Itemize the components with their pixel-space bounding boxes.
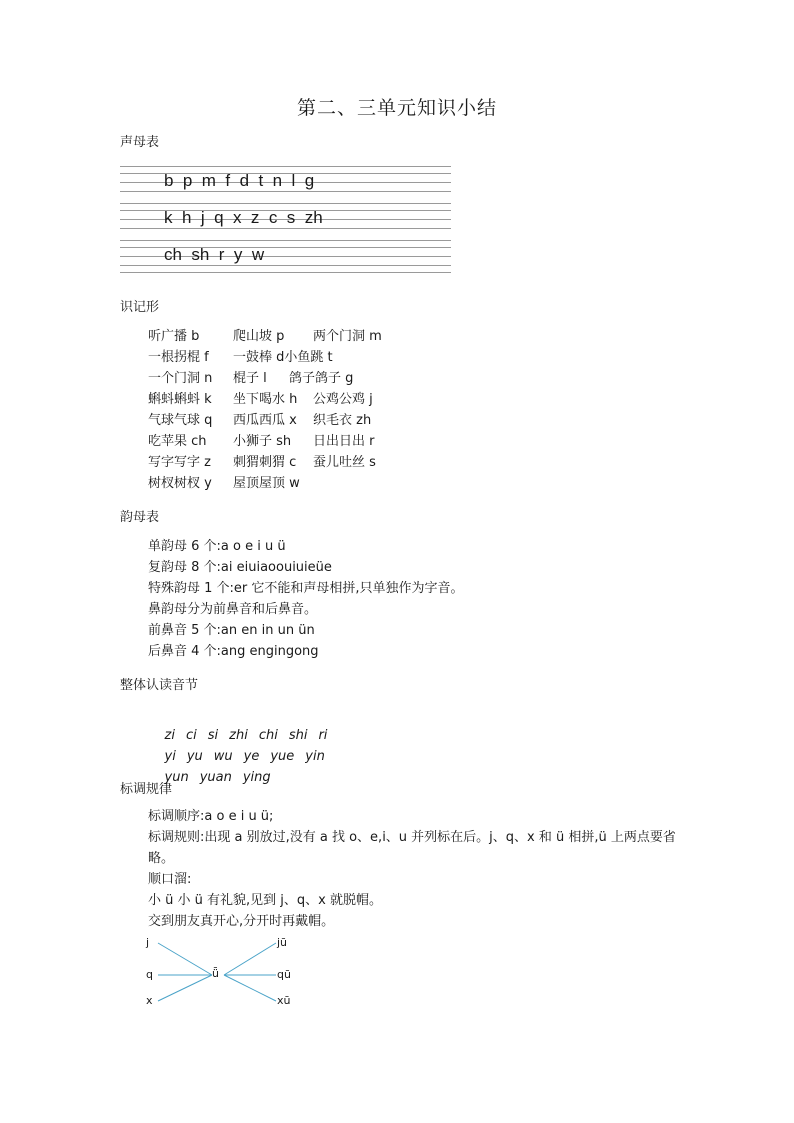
initials-row: ch sh r y w xyxy=(164,245,265,264)
syllable: yi xyxy=(164,749,176,764)
connector-lines xyxy=(140,935,320,1015)
diagram-syllable: qū xyxy=(277,968,291,981)
syllable: zhi xyxy=(229,728,248,743)
initials-row: k h j q x z c s zh xyxy=(164,208,323,227)
mnemonic-text: 织毛衣 zh xyxy=(313,413,372,428)
list-item: 单韵母 6 个:a o e i u ü xyxy=(148,539,286,554)
list-item xyxy=(148,347,382,368)
mnemonic-text: 小狮子 sh xyxy=(233,434,292,449)
diagram-syllable: jū xyxy=(277,936,288,949)
mnemonic-text: 蝌蚪蝌蚪 k xyxy=(148,392,212,407)
mnemonic-text: 蚕儿吐丝 s xyxy=(313,455,376,470)
mnemonic-text: 西瓜西瓜 x xyxy=(233,413,297,428)
rhyme-heading: 顺口溜: xyxy=(148,872,192,887)
page-title: 第二、三单元知识小结 xyxy=(296,97,497,119)
diagram-initial: x xyxy=(146,994,153,1007)
mnemonic-text: 写字写字 z xyxy=(148,455,211,470)
list-item xyxy=(148,326,382,347)
syllable: yu xyxy=(186,749,203,764)
syllable: shi xyxy=(288,728,308,743)
syllable: zi xyxy=(164,728,175,743)
list-item xyxy=(148,389,382,410)
mnemonic-text: 日出日出 r xyxy=(313,434,375,449)
list-item: 复韵母 8 个:ai eiuiaoouiuieüe xyxy=(148,560,332,575)
syllable: yin xyxy=(305,749,325,764)
syllable: ye xyxy=(243,749,260,764)
diagram-initial: q xyxy=(146,968,153,981)
list-item xyxy=(148,410,382,431)
mnemonic-text: 坐下喝水 h xyxy=(233,392,298,407)
list-item xyxy=(148,368,382,389)
syllable: yuan xyxy=(199,770,232,785)
mnemonic-text: 听广播 b xyxy=(148,329,200,344)
mnemonic-text: 鸽子鸽子 g xyxy=(289,371,354,386)
syllable: yun xyxy=(164,770,189,785)
mnemonic-text: 屋顶屋顶 w xyxy=(233,476,300,491)
mnemonic-text: 一根拐棍 f xyxy=(148,350,209,365)
mnemonic-text: 一个门洞 n xyxy=(148,371,213,386)
list-item: 鼻韵母分为前鼻音和后鼻音。 xyxy=(148,602,318,617)
syllable: si xyxy=(207,728,219,743)
tone-rule: 标调规则:出现 a 别放过,没有 a 找 o、e,i、u 并列标在后。j、q、x 和 ü 相拼,ü 上两点要省略。 xyxy=(148,830,676,866)
mnemonic-text: 树杈树杈 y xyxy=(148,476,212,491)
mnemonic-text: 公鸡公鸡 j xyxy=(313,392,373,407)
diagram-syllable: xū xyxy=(277,994,291,1007)
list-item: 后鼻音 4 个:ang engingong xyxy=(148,644,319,659)
finals-list xyxy=(148,536,464,662)
tone-rules-heading: 标调规律 xyxy=(120,782,173,797)
initials-table xyxy=(120,166,451,276)
syllable: ri xyxy=(318,728,328,743)
mnemonic-text: 两个门洞 m xyxy=(313,329,382,344)
mnemonic-text: 一鼓棒 d小鱼跳 t xyxy=(233,350,333,365)
list-item: 前鼻音 5 个:an en in un ün xyxy=(148,623,315,638)
rhyme-line: 小 ü 小 ü 有礼貌,见到 j、q、x 就脱帽。 xyxy=(148,893,382,908)
mnemonics-heading: 识记形 xyxy=(120,300,160,315)
mnemonic-text: 吃苹果 ch xyxy=(148,434,207,449)
rhyme-line: 交到朋友真开心,分开时再戴帽。 xyxy=(148,914,335,929)
whole-syllables-list xyxy=(148,704,338,785)
mnemonic-text: 爬山坡 p xyxy=(233,329,285,344)
mnemonics-list xyxy=(148,326,382,494)
list-item xyxy=(148,452,382,473)
mnemonic-text: 棍子 l xyxy=(233,371,267,386)
syllable: yue xyxy=(270,749,295,764)
syllable: chi xyxy=(258,728,278,743)
list-item: 特殊韵母 1 个:er 它不能和声母相拼,只单独作为字音。 xyxy=(148,581,464,596)
mnemonic-text: 刺猬刺猬 c xyxy=(233,455,297,470)
diagram-initial: j xyxy=(146,936,150,949)
tone-diagram xyxy=(140,935,320,1015)
syllable: ying xyxy=(242,770,271,785)
whole-syllables-heading: 整体认读音节 xyxy=(120,678,199,693)
tone-order: 标调顺序:a o e i u ü; xyxy=(148,809,274,824)
initials-row: b p m f d t n l g xyxy=(164,171,315,190)
mnemonic-text: 气球气球 q xyxy=(148,413,213,428)
finals-heading: 韵母表 xyxy=(120,510,160,525)
tone-rules xyxy=(120,806,680,932)
syllable-row xyxy=(148,704,338,743)
diagram-center: ǖ xyxy=(212,967,219,980)
syllable: ci xyxy=(185,728,197,743)
list-item xyxy=(148,473,382,494)
syllable: wu xyxy=(213,749,233,764)
list-item xyxy=(148,431,382,452)
initials-heading: 声母表 xyxy=(120,135,160,150)
